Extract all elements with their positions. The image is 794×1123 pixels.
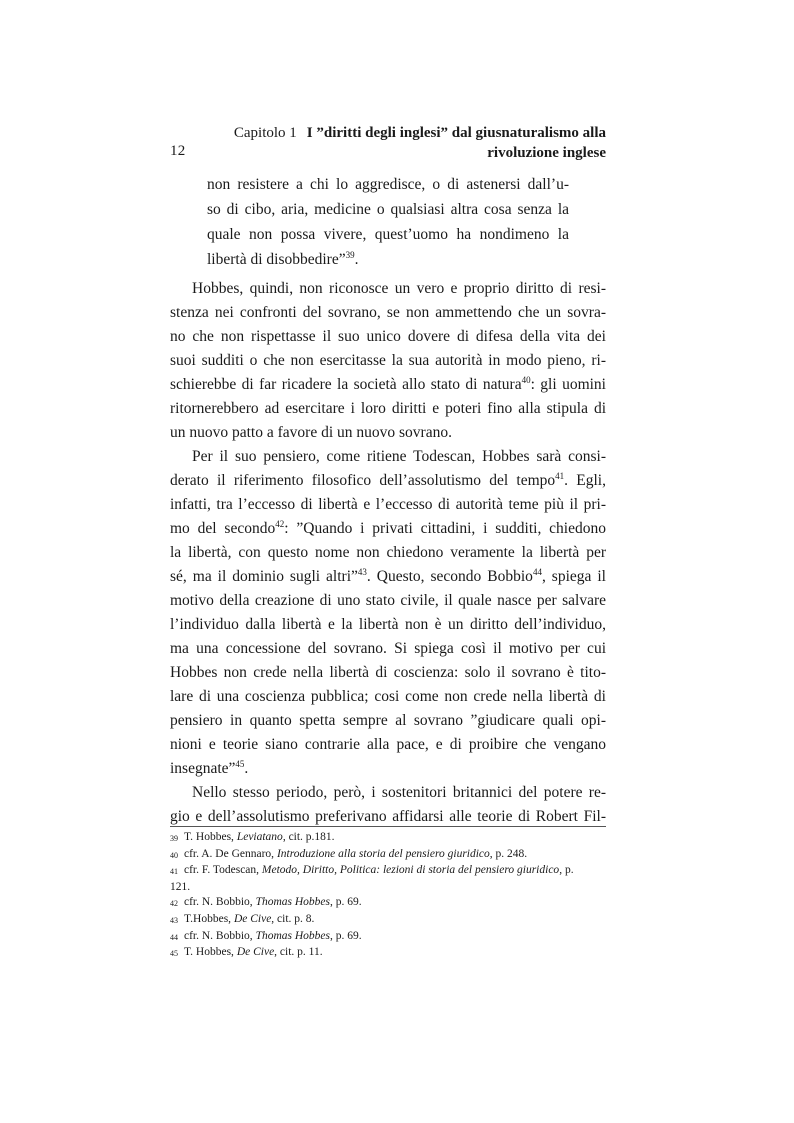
text-line: motivo della creazione di uno stato civile, il quale nasce per salvare [170,592,606,609]
text-line: Hobbes, quindi, non riconosce un vero e proprio diritto di resi- [192,280,606,297]
text-line: Hobbes non crede nella libertà di coscienza: solo il sovrano è tito- [170,664,606,681]
footnote-number: 39 [170,834,178,843]
text-line: schierebbe di far ricadere la società allo stato di natura$^{40}$: gli uomini [170,375,606,393]
text-line: infatti, tra l’eccesso di libertà e l’eccesso di autorità teme più il pri- [170,496,606,513]
footnote: 43 T.Hobbes, De Cive, cit. p. 8. [170,912,606,929]
footnote: 44 cfr. N. Bobbio, Thomas Hobbes, p. 69. [170,929,606,946]
footnote-divider [170,826,606,827]
text-line: derato il riferimento filosofico dell’assolutismo del tempo$^{41}$. Egli, [170,471,606,489]
footnotes [170,830,606,962]
footnote-number: 40 [170,850,178,860]
text-line: stenza nei confronti del sovrano, se non ammettendo che un sovra- [170,304,606,321]
running-header [170,123,606,163]
footnote-continuation: 121. [170,880,191,893]
footnote-ref: 40 [521,375,531,385]
quote-line: quale non possa vivere, quest’uomo ha nondimeno la [207,226,569,243]
paragraph [170,445,606,781]
footnote-number: 43 [170,915,178,925]
text-line: insegnate”$^{45}$. [170,759,249,777]
footnote-ref: 39 [345,250,355,260]
chapter-title-line1: I ”diritti degli inglesi” dal giusnaturalismo alla [306,125,606,141]
text-line: la libertà, con questo nome non chiedono veramente la libertà per [170,544,606,561]
text-line: Nello stesso periodo, però, i sostenitori britannici del potere re- [192,784,606,801]
footnote-ref: 45 [235,759,245,769]
text-line: sé, ma il dominio sugli altri”$^{43}$. Questo, secondo Bobbio$^{44}$, spiega il [170,567,606,585]
text-line: suoi sudditi o che non esercitasse la sua autorità in modo pieno, ri- [170,352,606,369]
paragraph [170,277,606,445]
quote-line: so di cibo, aria, medicine o qualsiasi altra cosa senza la [207,201,569,218]
footnote-ref: 43 [357,567,367,577]
body-text [170,277,606,829]
footnote-number: 41 [170,867,178,877]
footnote: 41 cfr. F. Todescan, Metodo, Diritto, Politica: lezioni di storia del pensiero giuridico, p. [170,863,606,880]
quote-line: libertà di disobbedire”$^{39}$. [207,250,359,268]
footnote-number: 42 [170,899,178,909]
footnote-ref: 42 [275,519,285,529]
text-line: lare di una coscienza pubblica; cosi come non crede nella libertà di [170,688,606,705]
block-quote [207,172,569,272]
quote-line: non resistere a chi lo aggredisce, o di astenersi dall’u- [207,176,569,193]
footnote-ref: 44 [532,567,542,577]
chapter-heading [234,123,606,163]
text-line: no che non rispettasse il suo unico dovere di difesa della vita dei [170,328,606,345]
footnote-ref: 41 [555,471,565,481]
text-line: ritornerebbero ad esercitare i loro diritti e poteri fino alla stipula di [170,400,606,417]
footnote: 40 cfr. A. De Gennaro, Introduzione alla storia del pensiero giuridico, p. 248. [170,847,606,864]
text-line: gio e dell’assolutismo preferivano affidarsi alle teorie di Robert Fil- [170,808,606,825]
footnote: 42 cfr. N. Bobbio, Thomas Hobbes, p. 69. [170,895,606,912]
text-line: pensiero in quanto spetta sempre al sovrano ”giudicare quali opi- [170,712,606,729]
text-line: nioni e teorie siano contrarie alla pace, e di proibire che vengano [170,736,606,753]
text-line: ma una concessione del sovrano. Si spiega così il motivo per cui [170,640,606,657]
chapter-label: Capitolo 1 [233,125,297,141]
footnote-number: 45 [170,949,178,959]
text-line: Per il suo pensiero, come ritiene Todescan, Hobbes sarà consi- [192,448,606,465]
text-line: mo del secondo$^{42}$: ”Quando i privati cittadini, i sudditi, chiedono [170,519,606,537]
footnote: 39 T. Hobbes, Leviatano, cit. p.181. [170,830,606,847]
page-number: 12 [170,143,186,159]
footnote-number: 44 [170,932,178,942]
chapter-title-line2: rivoluzione inglese [487,145,606,161]
footnote: 45 T. Hobbes, De Cive, cit. p. 11. [170,945,606,962]
text-line: l’individuo dalla libertà e la libertà non è un diritto dell’individuo, [170,616,606,633]
paragraph [170,781,606,829]
text-line: un nuovo patto a favore di un nuovo sovrano. [170,424,452,441]
